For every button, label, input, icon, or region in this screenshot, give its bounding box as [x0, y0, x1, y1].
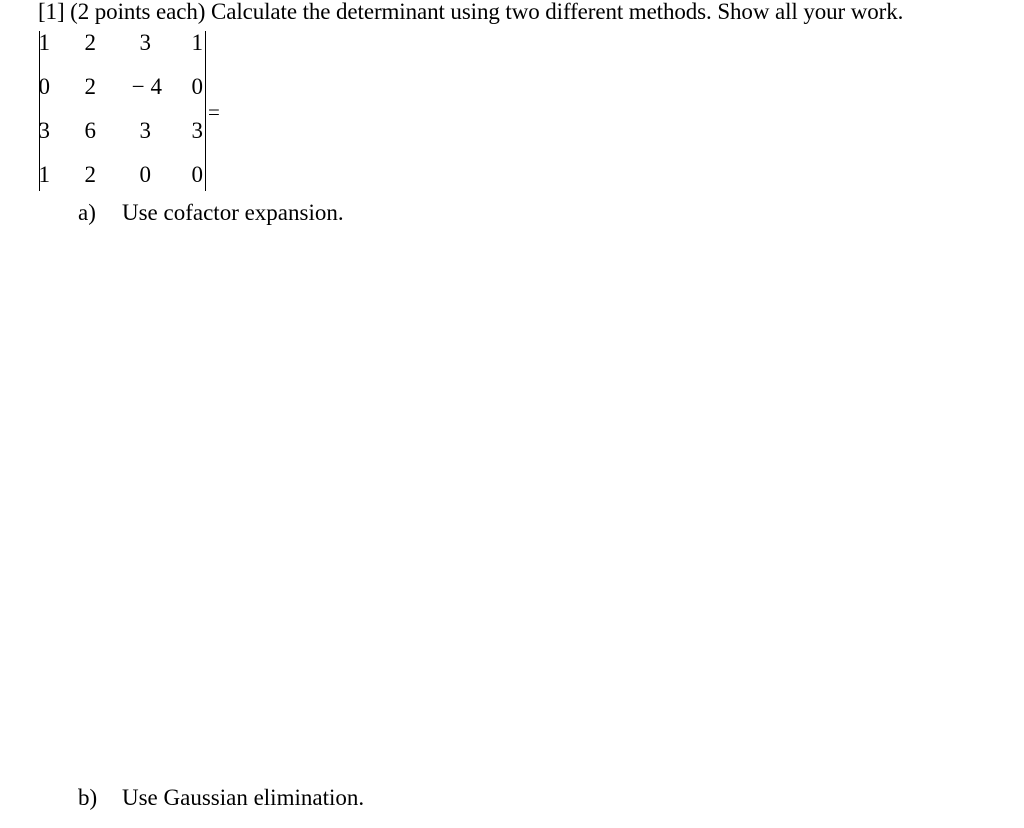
- matrix-cell: 1: [38, 30, 50, 55]
- determinant-right-bar: [205, 31, 206, 191]
- part-b-text: Use Gaussian elimination.: [122, 785, 365, 810]
- matrix-cell: 3: [139, 30, 151, 55]
- matrix-cell: 1: [38, 162, 50, 187]
- matrix-cell: 3: [38, 118, 50, 143]
- matrix-cell: 0: [191, 162, 203, 187]
- equals-sign: =: [208, 100, 220, 124]
- part-a-label: a): [78, 200, 96, 225]
- matrix-cell: 0: [191, 74, 203, 99]
- matrix-cell: 2: [84, 162, 96, 187]
- part-a: [78, 200, 344, 226]
- matrix-cell: 0: [139, 162, 151, 187]
- matrix-cell: 1: [191, 30, 203, 55]
- matrix-cell: − 4: [131, 74, 162, 99]
- part-b-label: b): [78, 785, 98, 810]
- matrix-cell: 2: [84, 74, 96, 99]
- part-a-text: Use cofactor expansion.: [122, 200, 344, 225]
- matrix-cell: 3: [139, 118, 151, 143]
- matrix-cell: 2: [84, 30, 96, 55]
- matrix-cell: 0: [38, 74, 50, 99]
- part-b: [78, 785, 364, 811]
- matrix-cell: 6: [84, 118, 96, 143]
- matrix-cell: 3: [191, 118, 203, 143]
- determinant-matrix: [38, 27, 206, 191]
- problem-title: [1] (2 points each) Calculate the determinant using two different methods. Show all your work.: [38, 0, 904, 24]
